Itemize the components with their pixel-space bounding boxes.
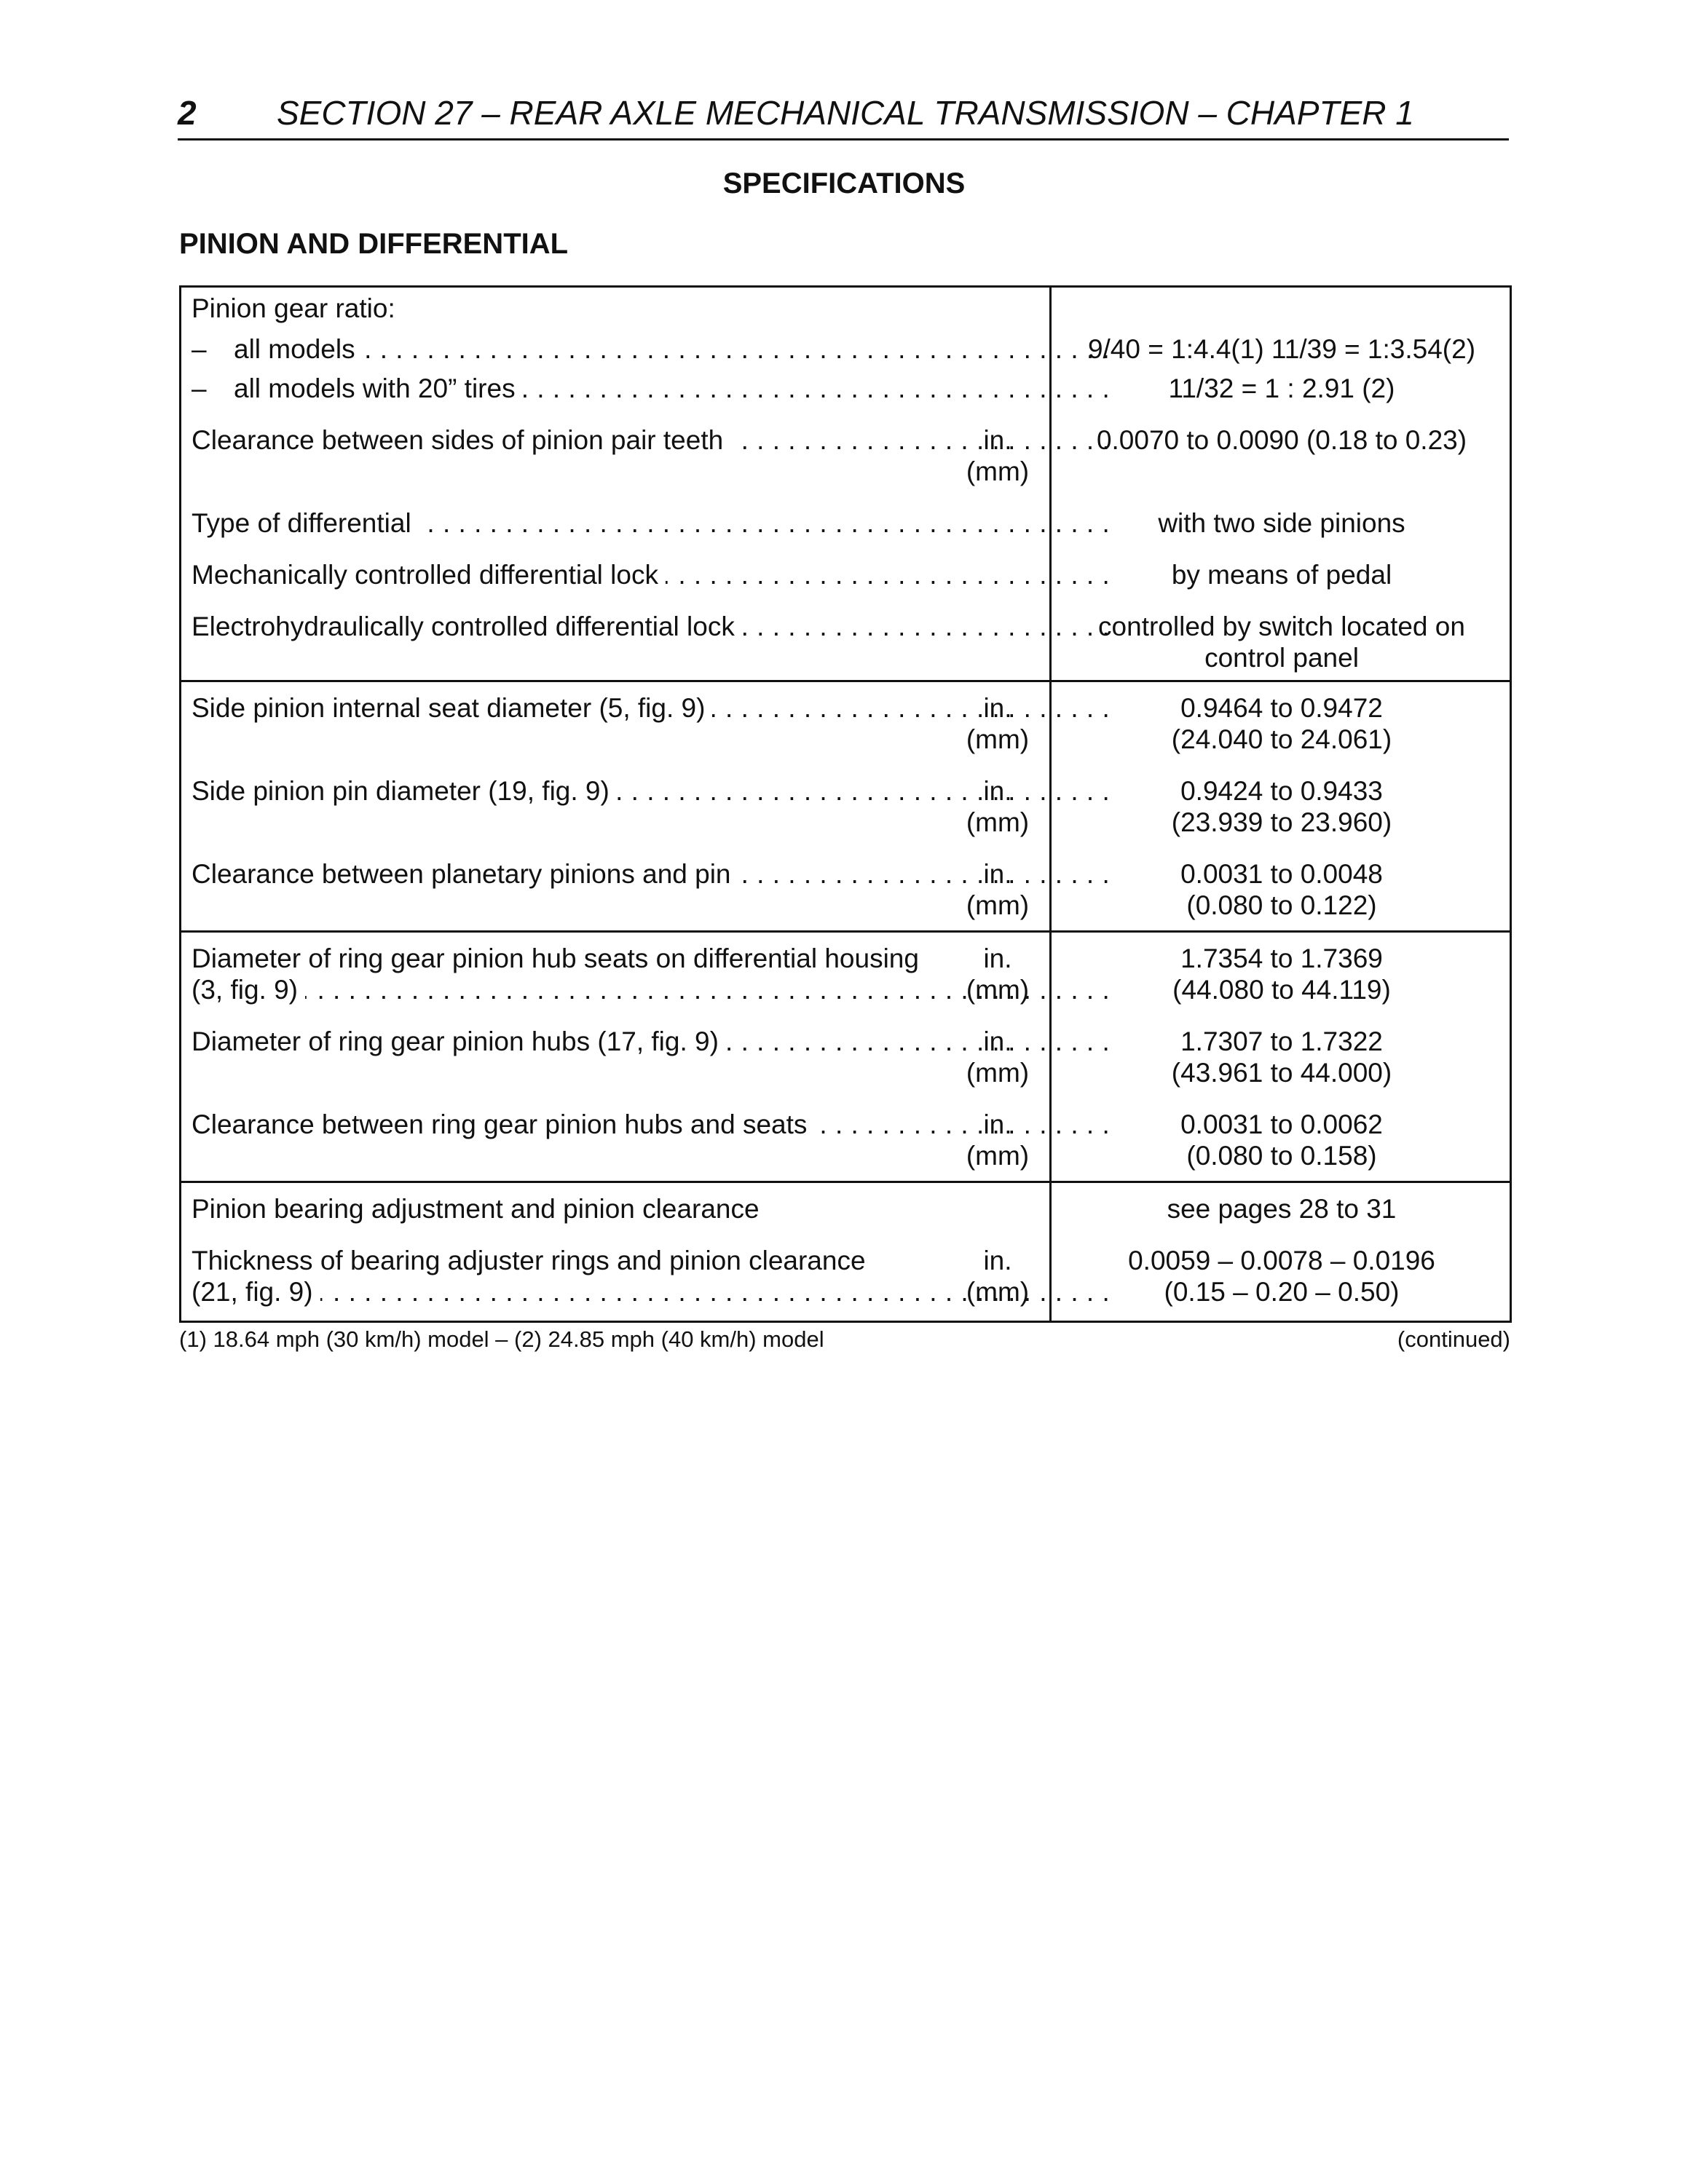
spec-label: Pinion gear ratio: xyxy=(192,293,403,323)
spec-value-line2: (24.040 to 24.061) xyxy=(1171,724,1392,754)
unit-mm: (mm) xyxy=(966,456,1030,486)
spec-label: Side pinion pin diameter (19, fig. 9) xyxy=(192,776,617,806)
spec-value-line2: (0.080 to 0.122) xyxy=(1186,890,1377,920)
spec-label: Mechanically controlled differential lock xyxy=(192,560,666,590)
spec-value-line2: (44.080 to 44.119) xyxy=(1172,975,1391,1005)
page-number: 2 xyxy=(178,94,197,132)
spec-label: Thickness of bearing adjuster rings and pinion clearance xyxy=(192,1246,873,1275)
spec-value: 11/32 = 1 : 2.91 (2) xyxy=(1168,373,1395,403)
unit-mm: (mm) xyxy=(966,1141,1030,1171)
spec-label-line2: (3, fig. 9) xyxy=(192,975,305,1005)
unit-mm: (mm) xyxy=(966,1277,1030,1307)
spec-value: by means of pedal xyxy=(1171,560,1392,590)
spec-label: Diameter of ring gear pinion hubs (17, fig. 9) xyxy=(192,1026,726,1056)
spec-label: Type of differential xyxy=(192,508,419,538)
spec-value: see pages 28 to 31 xyxy=(1167,1194,1397,1224)
unit-in: in. xyxy=(983,1026,1012,1056)
spec-value: 0.0031 to 0.0048 xyxy=(1180,859,1383,889)
spec-label: Pinion bearing adjustment and pinion clearance xyxy=(192,1194,767,1224)
spec-label: Electrohydraulically controlled differential lock xyxy=(192,612,742,641)
row-divider xyxy=(181,680,1510,682)
section-title: SPECIFICATIONS xyxy=(722,167,966,199)
spec-value-line2: (23.939 to 23.960) xyxy=(1171,807,1392,837)
spec-table xyxy=(179,285,1512,1323)
header-title: SECTION 27 – REAR AXLE MECHANICAL TRANSMISSION – CHAPTER 1 xyxy=(277,94,1414,132)
spec-value-line2: (0.080 to 0.158) xyxy=(1186,1141,1377,1171)
subsection-title: PINION AND DIFFERENTIAL xyxy=(179,228,569,260)
dash-mark: – xyxy=(192,373,207,403)
spec-value: controlled by switch located on xyxy=(1098,612,1465,641)
unit-in: in. xyxy=(983,859,1012,889)
spec-value-line2: (43.961 to 44.000) xyxy=(1171,1058,1392,1088)
spec-value: 0.9464 to 0.9472 xyxy=(1180,693,1383,723)
row-divider xyxy=(181,1181,1510,1183)
unit-mm: (mm) xyxy=(966,890,1030,920)
unit-mm: (mm) xyxy=(966,724,1030,754)
unit-in: in. xyxy=(983,943,1012,973)
spec-label: Clearance between planetary pinions and pin xyxy=(192,859,738,889)
page-header xyxy=(178,93,1509,141)
spec-label: all models with 20” tires xyxy=(192,373,523,403)
spec-value: 1.7354 to 1.7369 xyxy=(1180,943,1383,973)
spec-value: 0.0070 to 0.0090 (0.18 to 0.23) xyxy=(1096,425,1467,455)
spec-value: 1.7307 to 1.7322 xyxy=(1180,1026,1383,1056)
unit-in: in. xyxy=(983,1246,1012,1275)
spec-value-line2: (0.15 – 0.20 – 0.50) xyxy=(1164,1277,1400,1307)
dash-mark: – xyxy=(192,334,207,364)
unit-in: in. xyxy=(983,1109,1012,1139)
spec-value: 9/40 = 1:4.4(1) 11/39 = 1:3.54(2) xyxy=(1087,334,1476,364)
unit-mm: (mm) xyxy=(966,807,1030,837)
unit-in: in. xyxy=(983,693,1012,723)
spec-value-line2: control panel xyxy=(1204,643,1359,673)
spec-label: Clearance between ring gear pinion hubs and seats xyxy=(192,1109,814,1139)
unit-mm: (mm) xyxy=(966,1058,1030,1088)
unit-in: in. xyxy=(983,425,1012,455)
unit-mm: (mm) xyxy=(966,975,1030,1005)
continued-note: (continued) xyxy=(1397,1326,1510,1352)
spec-label-line2: (21, fig. 9) xyxy=(192,1277,320,1307)
unit-in: in. xyxy=(983,776,1012,806)
spec-value: 0.9424 to 0.9433 xyxy=(1180,776,1383,806)
spec-label: all models xyxy=(192,334,363,364)
spec-value: 0.0031 to 0.0062 xyxy=(1180,1109,1383,1139)
row-divider xyxy=(181,930,1510,933)
spec-value: 0.0059 – 0.0078 – 0.0196 xyxy=(1128,1246,1435,1275)
spec-value: with two side pinions xyxy=(1158,508,1405,538)
footnote: (1) 18.64 mph (30 km/h) model – (2) 24.85 mph (40 km/h) model xyxy=(179,1326,824,1352)
spec-label: Clearance between sides of pinion pair teeth xyxy=(192,425,730,455)
spec-label: Diameter of ring gear pinion hub seats on differential housing xyxy=(192,943,926,973)
spec-label: Side pinion internal seat diameter (5, fig. 9) xyxy=(192,693,712,723)
